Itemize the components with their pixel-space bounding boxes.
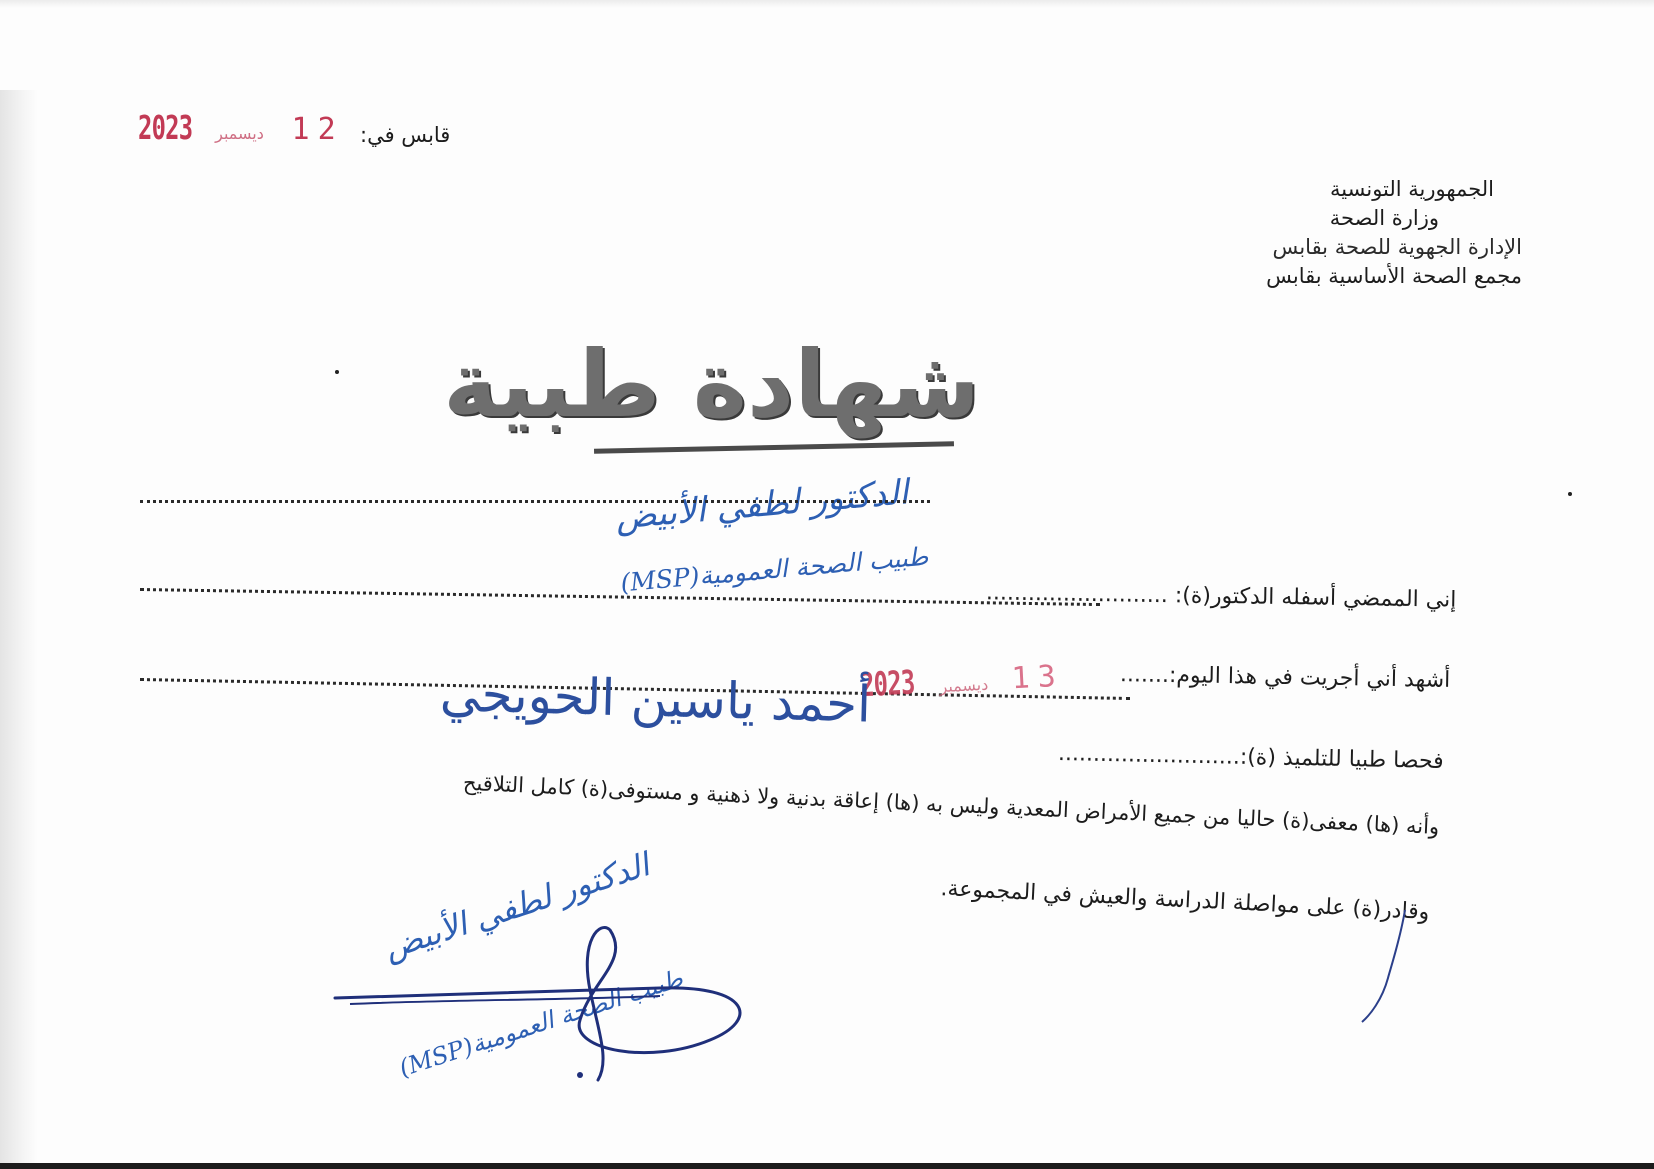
body-line-exempt: وأنه (ها) معفى(ة) حاليا من جميع الأمراض المعدية وليس به (ها) إعاقة بدنية ولا ذهنية و مستوفى(ة) كامل التلاقيح	[462, 770, 1440, 839]
doctor-stamp-name: الدكتور لطفي الأبيض	[613, 472, 910, 538]
document-title: شهادة طبية	[443, 331, 980, 438]
scan-edge-left	[0, 90, 38, 1169]
body-line-exam-date: أشهد أني أجريت في هذا اليوم:.......	[1119, 662, 1451, 693]
header-regional-directorate: الإدارة الجهوية للصحة بقابس	[1272, 235, 1522, 259]
scan-speck	[1568, 492, 1572, 496]
header-republic: الجمهورية التونسية	[1330, 177, 1494, 201]
body-line-student: فحصا طبيا للتلميذ (ة):..........................	[1058, 740, 1445, 775]
scan-edge-bottom	[0, 1163, 1654, 1169]
handwritten-signature	[330, 900, 760, 1090]
date-stamp	[138, 108, 344, 147]
exam-stamp-year: 2023	[859, 662, 916, 705]
exam-stamp-month: ديسمبر	[938, 674, 989, 697]
student-name-handwritten: أحمد ياسين الحويجي	[439, 664, 872, 734]
date-stamp-year: 2023	[138, 108, 193, 147]
body-line-doctor: إني الممضي أسفله الدكتور(ة): ..........................	[985, 580, 1457, 613]
place-label: قابس في:	[360, 123, 451, 147]
header-ministry: وزارة الصحة	[1329, 206, 1439, 230]
dotted-line-2	[140, 588, 1100, 606]
scan-speck	[335, 370, 339, 374]
signature-stamp-title: طبيب الصحة العمومية(MSP)	[395, 964, 687, 1083]
pen-stroke-mark	[1360, 900, 1420, 1030]
doctor-stamp-title: طبيب الصحة العمومية(MSP)	[619, 541, 930, 598]
scan-edge-top	[0, 0, 1654, 8]
title-block	[443, 330, 980, 440]
exam-stamp-day: 13	[1010, 658, 1065, 697]
dotted-line-1	[140, 500, 930, 503]
date-stamp-month: ديسمبر	[215, 124, 264, 143]
official-header	[1266, 175, 1522, 291]
signature-stamp-name: الدكتور لطفي الأبيض	[379, 845, 654, 968]
header-health-center: مجمع الصحة الأساسية بقابس	[1266, 264, 1522, 288]
date-stamp-day: 12	[291, 112, 344, 147]
title-underline	[594, 441, 954, 454]
body-line-able: وقادر(ة) على مواصلة الدراسة والعيش في المجموعة.	[939, 876, 1430, 925]
